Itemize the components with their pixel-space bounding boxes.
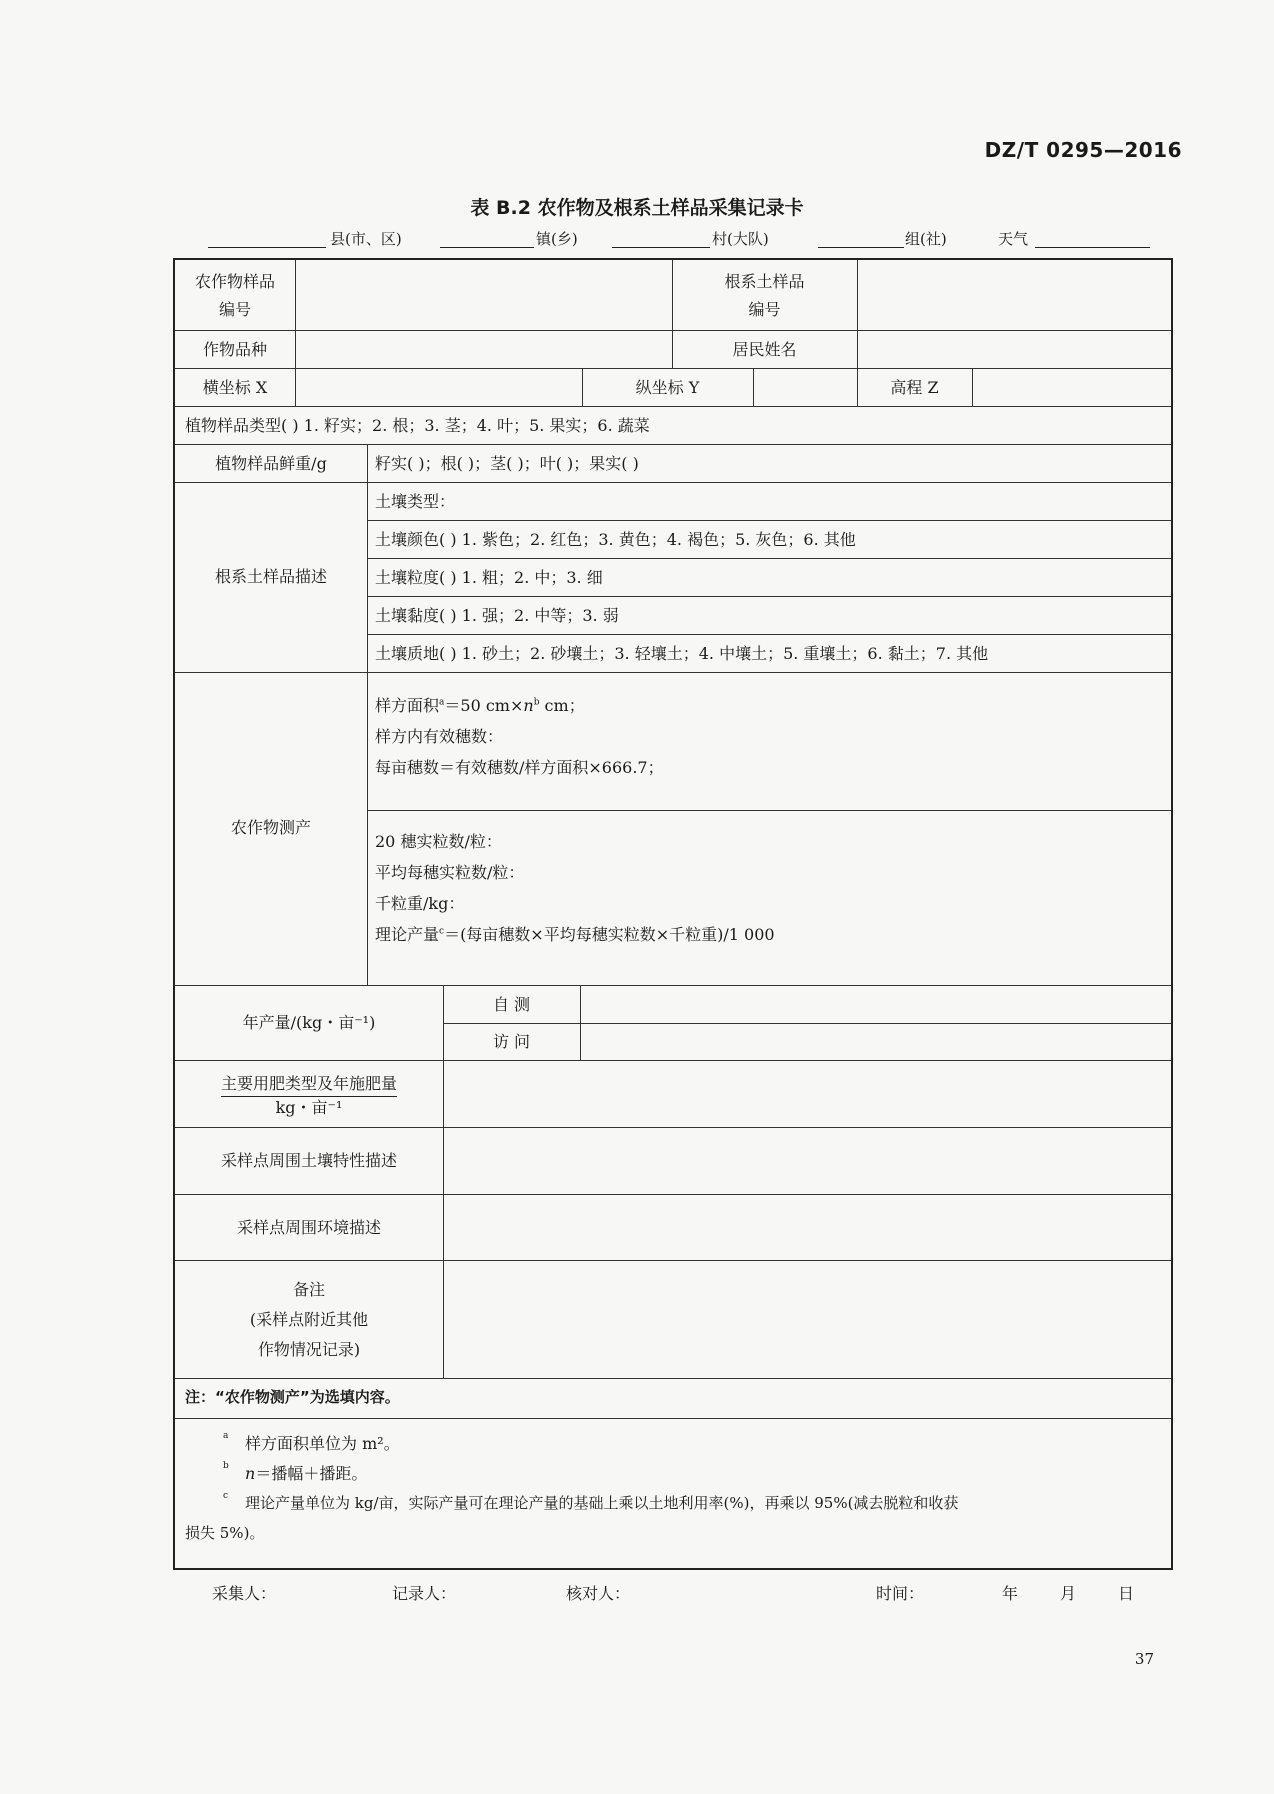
crop-sample-no-label-2: 编号 — [218, 300, 251, 319]
note-text: 注：“农作物测产”为选填内容。 — [185, 1388, 400, 1406]
env-around-field[interactable] — [444, 1195, 1171, 1260]
standard-code: DZ/T 0295—2016 — [984, 138, 1182, 162]
footnote-b-marker: b — [223, 1461, 229, 1471]
soil-around-field[interactable] — [444, 1128, 1171, 1194]
town-blank[interactable] — [440, 247, 534, 248]
ears-per-mu-line: 每亩穗数＝有效穗数/样方面积×666.7； — [375, 758, 664, 777]
footnote-c-cont: 损失 5%)。 — [185, 1524, 265, 1542]
remarks-label-3: 作物情况记录) — [257, 1340, 361, 1359]
weather-label: 天气 — [998, 230, 1029, 248]
crop-variety-field[interactable] — [296, 331, 672, 368]
day-label: 日 — [1118, 1584, 1135, 1603]
remarks-field[interactable] — [444, 1261, 1171, 1378]
soil-color-row: 土壤颜色( ) 1. 紫色；2. 红色；3. 黄色；4. 褐色；5. 灰色；6. 其他 — [375, 530, 856, 549]
avg-grains-line: 平均每穗实粒数/粒： — [375, 863, 525, 882]
time-label: 时间： — [876, 1584, 925, 1603]
year-label: 年 — [1002, 1584, 1019, 1603]
resident-name-field[interactable] — [858, 331, 1171, 368]
env-around-label: 采样点周围环境描述 — [236, 1218, 381, 1237]
town-label: 镇(乡) — [536, 230, 578, 248]
fertilizer-field[interactable] — [444, 1061, 1171, 1127]
self-measured-field[interactable] — [581, 986, 1171, 1023]
root-soil-desc-label: 根系土样品描述 — [214, 567, 327, 586]
interview-field[interactable] — [581, 1024, 1171, 1060]
fresh-weight-values: 籽实( )；根( )；茎( )；叶( )；果实( ) — [375, 454, 639, 473]
group-blank[interactable] — [818, 247, 904, 248]
soil-stickiness-row: 土壤黏度( ) 1. 强；2. 中等；3. 弱 — [375, 606, 619, 625]
remarks-label: 备注 — [292, 1280, 325, 1299]
footnote-c: 理论产量单位为 kg/亩，实际产量可在理论产量的基础上乘以土地利用率(%)，再乘以 95%(减去脱粒和收获 — [245, 1494, 959, 1512]
collector-label: 采集人： — [212, 1584, 277, 1603]
county-label: 县(市、区) — [330, 230, 402, 248]
record-table — [173, 258, 1173, 1570]
footnote-a-marker: a — [223, 1431, 229, 1441]
root-soil-no-label: 根系土样品 — [724, 272, 805, 291]
grains-20-ears-line: 20 穗实粒数/粒： — [375, 832, 502, 851]
thousand-grain-weight-line: 千粒重/kg： — [375, 894, 465, 913]
checker-label: 核对人： — [566, 1584, 631, 1603]
fresh-weight-label: 植物样品鲜重/g — [215, 454, 327, 473]
county-blank[interactable] — [208, 247, 326, 248]
elevation-z-field[interactable] — [973, 369, 1171, 406]
recorder-label: 记录人： — [392, 1584, 457, 1603]
page-number: 37 — [1134, 1650, 1154, 1668]
village-label: 村(大队) — [712, 230, 769, 248]
root-soil-no-label-2: 编号 — [748, 300, 781, 319]
soil-grain-row: 土壤粒度( ) 1. 粗；2. 中；3. 细 — [375, 568, 603, 587]
coord-x-label: 横坐标 X — [202, 378, 268, 397]
sample-area-line: 样方面积$^a$＝50 $cm\times n^b$ cm； — [375, 696, 585, 715]
crop-sample-no-field[interactable] — [296, 260, 672, 330]
fertilizer-label: 主要用肥类型及年施肥量 — [175, 1076, 443, 1092]
footnote-a: 样方面积单位为 m²。 — [245, 1434, 400, 1453]
footnote-b: n＝播幅＋播距。 — [245, 1464, 368, 1483]
footnote-c-marker: c — [223, 1491, 229, 1501]
interview-label: 访 问 — [492, 1032, 531, 1051]
remarks-label-2: (采样点附近其他 — [249, 1310, 369, 1329]
self-measured-label: 自 测 — [492, 995, 531, 1014]
form-title: 表 B.2 农作物及根系土样品采集记录卡 — [470, 197, 804, 219]
coord-x-field[interactable] — [296, 369, 582, 406]
crop-yield-label: 农作物测产 — [230, 818, 311, 837]
weather-blank[interactable] — [1035, 247, 1150, 248]
crop-variety-label: 作物品种 — [202, 340, 267, 359]
crop-sample-no-label: 农作物样品 — [194, 272, 275, 291]
plant-type-row: 植物样品类型( ) 1. 籽实；2. 根；3. 茎；4. 叶；5. 果实；6. 蔬菜 — [185, 416, 650, 435]
elevation-z-label: 高程 Z — [890, 378, 939, 397]
coord-y-label: 纵坐标 Y — [635, 378, 700, 397]
group-label: 组(社) — [905, 230, 947, 248]
fertilizer-unit: kg・亩⁻¹ — [275, 1098, 343, 1117]
theoretical-yield-line: 理论产量$^c$＝(每亩穗数×平均每穗实粒数×千粒重)/1 000 — [375, 925, 775, 944]
resident-name-label: 居民姓名 — [732, 340, 797, 359]
month-label: 月 — [1060, 1584, 1077, 1603]
soil-around-label: 采样点周围土壤特性描述 — [220, 1151, 397, 1170]
annual-yield-label: 年产量/(kg・亩⁻¹) — [242, 1013, 376, 1032]
effective-ears-line: 样方内有效穗数： — [375, 727, 504, 746]
coord-y-field[interactable] — [754, 369, 857, 406]
soil-texture-row: 土壤质地( ) 1. 砂土；2. 砂壤土；3. 轻壤土；4. 中壤土；5. 重壤土；6. 黏土；7. 其他 — [375, 644, 989, 663]
village-blank[interactable] — [612, 247, 710, 248]
soil-type-row: 土壤类型： — [375, 492, 456, 511]
root-soil-no-field[interactable] — [858, 260, 1171, 330]
